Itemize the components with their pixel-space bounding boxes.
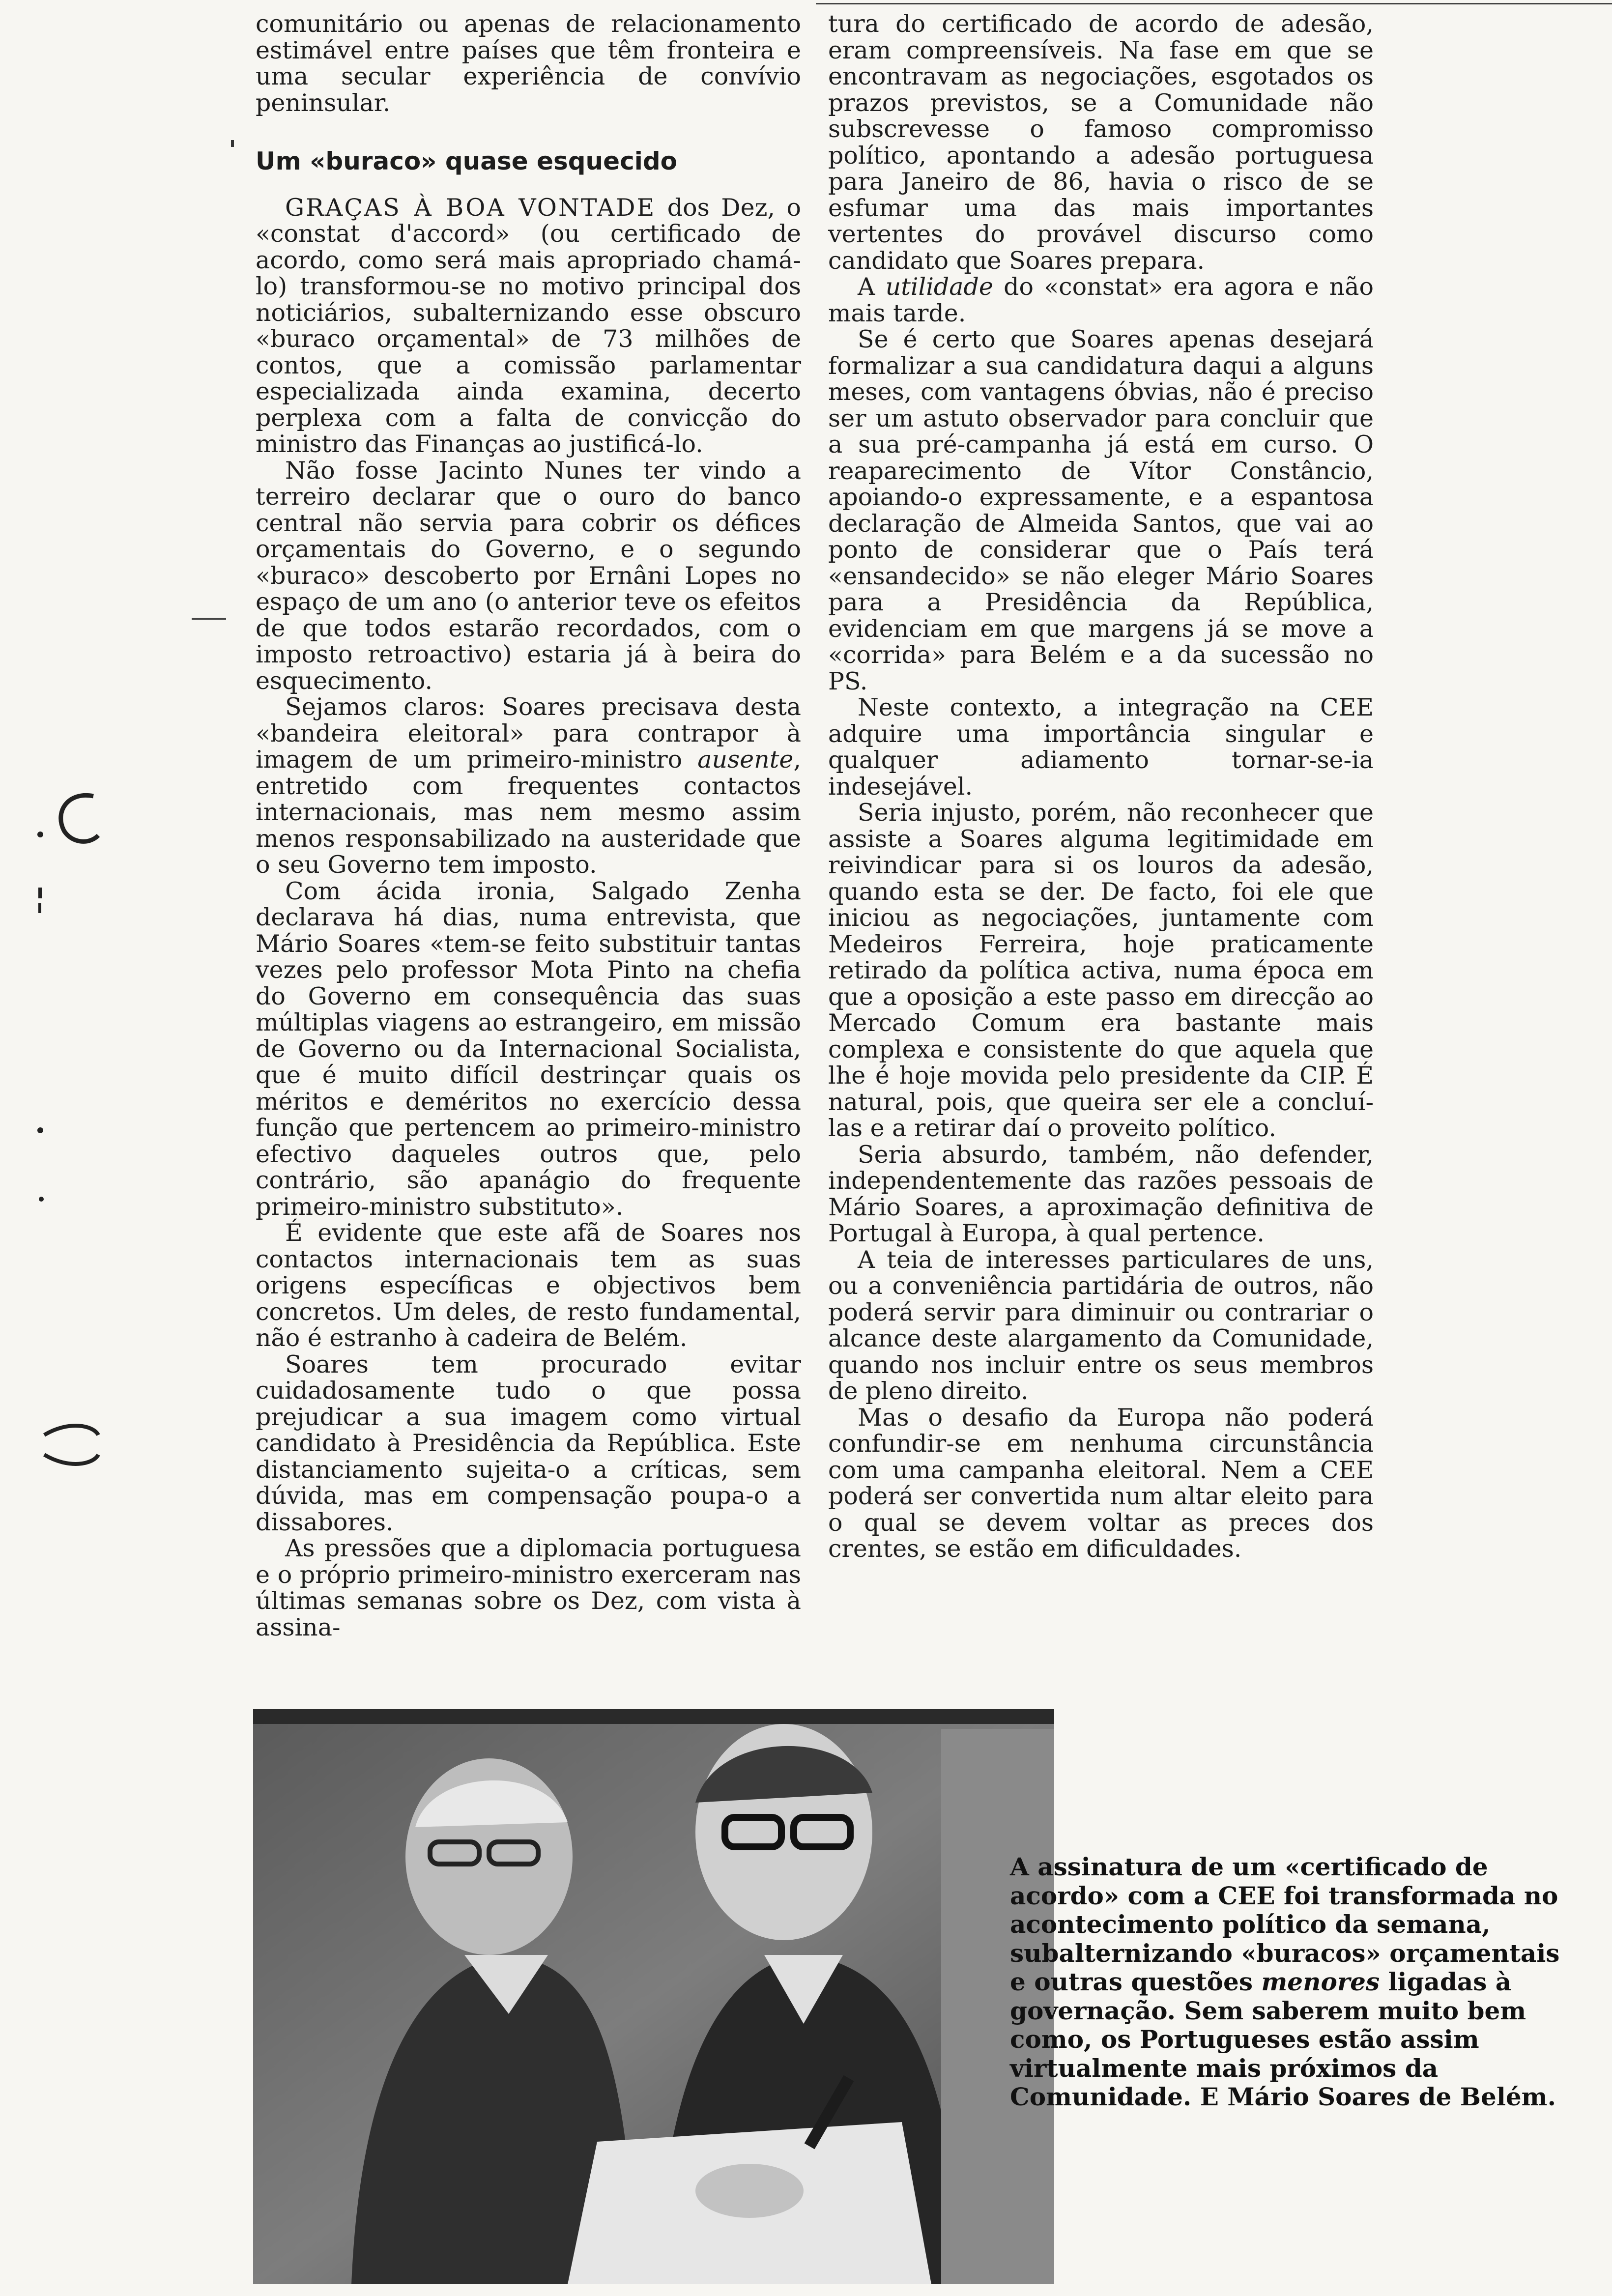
left-paragraph-6: Soares tem procurado evitar cuidadosamente tudo o que possa prejudicar a sua imagem como virtual candidato à Presidência da República. Este distanciamento sujeita-o a críticas, sem dúvida, mas em compensação poupa-o a dissabores. (256, 1350, 801, 1536)
top-rule (816, 3, 1612, 4)
left-column (256, 11, 801, 1640)
right-paragraph-1-emphasis: utilidade (885, 273, 993, 301)
left-paragraph-4: Com ácida ironia, Salgado Zenha declarava há dias, numa entrevista, que Mário Soares «tem-se feito substituir tantas vezes pelo professor Mota Pinto na chefia do Governo em consequência das suas múltiplas viagens ao estrangeiro, em missão de Governo ou da Internacional Socialista, que é muito difícil destrinçar quais os méritos e deméritos no exercício dessa função que pertencem ao primeiro-ministro efectivo daqueles outros que, pelo contrário, são apanágio do frequente primeiro-ministro substituto». (256, 877, 801, 1221)
photo-caption-emphasis: menores (1261, 1967, 1380, 1996)
right-paragraph-1-text-a: A (858, 273, 886, 301)
left-paragraph-intro: comunitário ou apenas de relacionamento estimável entre países que têm fronteira e uma secular experiência de convívio peninsular. (256, 10, 801, 117)
right-paragraph-2: Se é certo que Soares apenas desejará formalizar a sua candidatura daqui a alguns meses, com vantagens óbvias, não é preciso ser um astuto observador para concluir que a sua pré-campanha já está em curso. O reaparecimento de Vítor Constâncio, apoiando-o expressamente, e a espantosa declaração de Almeida Santos, que vai ao ponto de considerar que o País terá «ensandecido» se não eleger Mário Soares para a Presidência da República, evidenciam em que margens já se move a «corrida» para Belém e a da sucessão no PS. (828, 325, 1374, 695)
right-paragraph-5: Seria absurdo, também, não defender, independentemente das razões pessoais de Mário Soares, a aproximação definitiva de Portugal à Europa, à qual pertence. (828, 1140, 1374, 1247)
scan-margin-marks (29, 776, 108, 1514)
photo-illustration (253, 1709, 1054, 2284)
right-paragraph-1 (828, 274, 1374, 326)
left-paragraph-3 (256, 694, 801, 878)
scan-dash (192, 618, 226, 620)
lead-in-caps: GRAÇAS À BOA VONTADE (285, 193, 656, 222)
left-paragraph-5: É evidente que este afã de Soares nos contactos internacionais tem as suas origens específicas e objectivos bem concretos. Um deles, de resto fundamental, não é estranho à cadeira de Belém. (256, 1219, 801, 1352)
section-heading: Um «buraco» quase esquecido (256, 147, 677, 175)
photo-caption (1010, 1853, 1580, 2112)
left-paragraph-7: As pressões que a diplomacia portuguesa e o próprio primeiro-ministro exerceram nas últimas semanas sobre os Dez, com vista à assina- (256, 1534, 801, 1641)
photo-caption-text (1010, 1853, 1580, 2112)
left-paragraph-1-text: dos Dez, o «constat d'accord» (ou certificado de acordo, como será mais apropriado chamá-lo) transformou-se no motivo principal dos noticiários, subalternizando esse obscuro «buraco orçamental» de 73 milhões de contos, que a comissão parlamentar especializada ainda examina, decerto perplexa com a falta de convicção do ministro das Finanças ao justificá-lo. (256, 193, 801, 458)
news-photo (253, 1709, 1054, 2284)
left-paragraph-2: Não fosse Jacinto Nunes ter vindo a terreiro declarar que o ouro do banco central não servia para cobrir os défices orçamentais do Governo, e o segundo «buraco» descoberto por Ernâni Lopes no espaço de um ano (o anterior teve os efeitos de que todos estarão recordados, com o imposto retroactivo) estaria já à beira do esquecimento. (256, 456, 801, 695)
scan-dot (231, 140, 234, 147)
left-paragraph-3-emphasis: ausente (697, 746, 794, 774)
right-paragraph-7: Mas o desafio da Europa não poderá confundir-se em nenhuma circunstância com uma campanha eleitoral. Nem a CEE poderá ser convertida num altar eleito para o qual se devem voltar as preces dos crentes, se estão em dificuldades. (828, 1403, 1374, 1563)
left-paragraph-1 (256, 195, 801, 458)
right-column (828, 11, 1374, 1562)
right-paragraph-continued: tura do certificado de acordo de adesão, eram compreensíveis. Na fase em que se encontravam as negociações, esgotados os prazos previstos, se a Comunidade não subscrevesse o famoso compromisso político, apontando a adesão portuguesa para Janeiro de 86, havia o risco de se esfumar uma das mais importantes vertentes do provável discurso como candidato que Soares prepara. (828, 10, 1374, 275)
right-paragraph-1-text-b: do «constat» era agora e não mais tarde. (828, 273, 1374, 327)
left-paragraph-3-text-a: Sejamos claros: Soares precisava desta «bandeira eleitoral» para contrapor à imagem de um primeiro-ministro (256, 693, 801, 774)
right-paragraph-6: A teia de interesses particulares de uns, ou a conveniência partidária de outros, não poderá servir para diminuir ou contrariar o alcance deste alargamento da Comunidade, quando nos incluir entre os seus membros de pleno direito. (828, 1245, 1374, 1405)
right-paragraph-4: Seria injusto, porém, não reconhecer que assiste a Soares alguma legitimidade em reivindicar para si os louros da adesão, quando esta se der. De facto, foi ele que iniciou as negociações, juntamente com Medeiros Ferreira, hoje praticamente retirado da política activa, numa época em que a oposição a este passo em direcção ao Mercado Comum era bastante mais complexa e consistente do que aquela que lhe é hoje movida pelo presidente da CIP. É natural, pois, que queira ser ele a concluí-las e a retirar daí o proveito político. (828, 799, 1374, 1142)
photo-caption-text-b: ligadas à governação. Sem saberem muito bem como, os Portugueses estão assim virtualmente mais próximos da Comunidade. E Mário Soares de Belém. (1010, 1967, 1556, 2111)
photo-caption-text-a: A assinatura de um «certificado de acordo» com a CEE foi transformada no acontecimento político da semana, subalternizando «buracos» orçamentais e outras questões (1010, 1852, 1560, 1996)
right-paragraph-3: Neste contexto, a integração na CEE adquire uma importância singular e qualquer adiamento tornar-se-ia indesejável. (828, 693, 1374, 801)
left-paragraph-3-text-b: , entretido com frequentes contactos internacionais, mas nem mesmo assim menos responsabilizado na austeridade que o seu Governo tem imposto. (256, 746, 801, 879)
